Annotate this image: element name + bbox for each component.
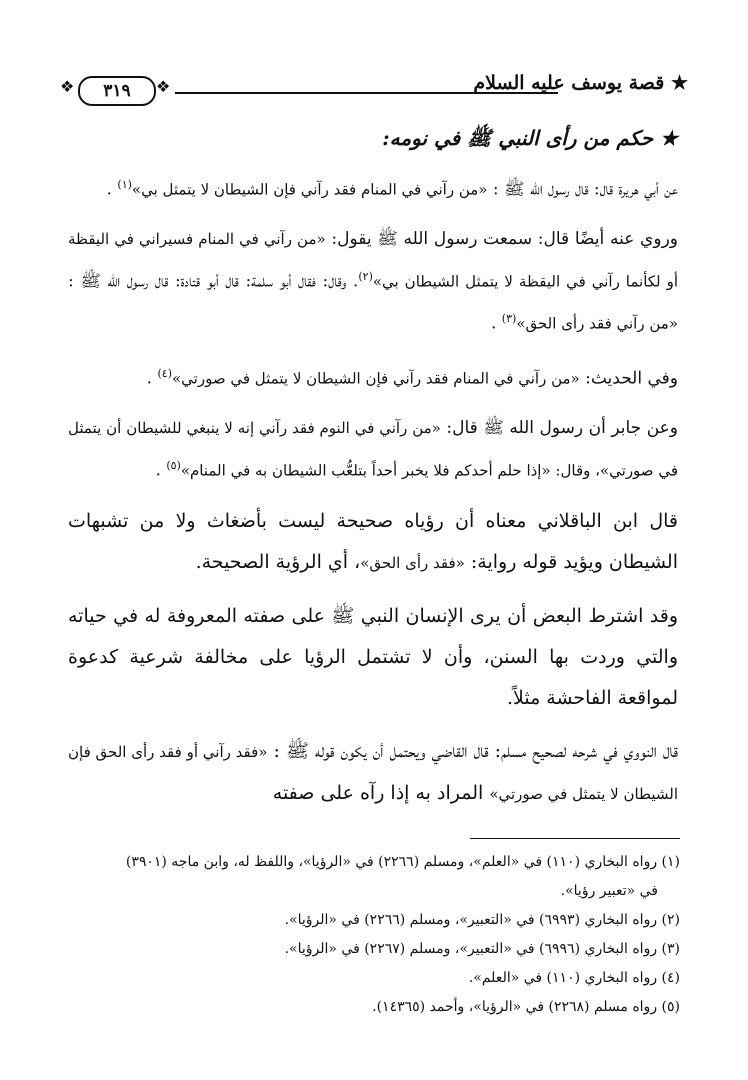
hadith-quote: «من رآني فقد رأى الحق»	[516, 314, 678, 333]
paragraph-lead: وروي عنه أيضًا قال: سمعت رسول الله ﷺ يقول:	[331, 228, 678, 249]
paragraph-tail: .	[155, 460, 161, 481]
paragraph-tail: .	[490, 313, 497, 334]
footnote-item	[68, 935, 680, 964]
footnote-text: (١) رواه البخاري (١١٠) في «العلم»، ومسلم (٢٢٦٦) في «الرؤيا»، واللفظ له، وابن ماجه (٣٩٠١)	[125, 854, 680, 870]
footnote-marker: (٢)	[358, 269, 373, 283]
hadith-quote: «فقد رأى الحق»	[360, 554, 465, 573]
page-body	[68, 120, 678, 827]
hadith-quote: «من رآني في المنام فقد رآني فإن الشيطان لا يتمثل في صورتي»	[172, 369, 580, 388]
paragraph-tail: المراد به إذا رآه على صفته	[272, 782, 490, 805]
footnote-marker: (٥)	[166, 458, 181, 472]
footnote-marker: (١)	[117, 178, 132, 191]
footnote-marker: (٣)	[501, 312, 517, 326]
ornament-icon: ❖	[156, 77, 171, 96]
footnote-item	[68, 848, 680, 906]
footnotes	[68, 848, 680, 1022]
footnote-item	[68, 964, 680, 993]
book-title: ★ قصة يوسف عليه السلام	[473, 72, 688, 94]
footnote-text: (٤) رواه البخاري (١١٠) في «العلم».	[468, 970, 680, 986]
hadith-quote: «من رآني في النوم فقد رآني إنه لا ينبغي للشيطان أن يتمثل في صورتي»، وقال: «إذا حلم أحدكم فلا يخبر أحداً بتلعُّب الشيطان به في المنام»	[68, 418, 678, 480]
paragraph-lead: عن أبي هريرة قال: قال رسول الله ﷺ :	[492, 179, 678, 200]
paragraph-lead: وقد اشترط البعض أن يرى الإنسان النبي ﷺ على صفته المعروفة له في حياته والتي وردت بها السنن، وأن لا تشتمل الرؤيا على مخالفة شرعية كدعوة لمواقعة الفاحشة مثلاً.	[68, 605, 678, 710]
hadith-quote: «فقد رآني أو فقد رأى الحق فإن الشيطان لا يتمثل في صورتي»	[68, 743, 678, 804]
hadith-paragraph-2	[68, 221, 678, 343]
commentary-paragraph-3	[68, 731, 678, 815]
paragraph-lead: قال النووي في شرحه لصحيح مسلم: قال القاضي ويحتمل أن يكون قوله ﷺ :	[273, 740, 679, 763]
footnote-marker: (٤)	[157, 366, 172, 380]
hadith-quote: «من رآني في المنام فسيراني في اليقظة أو لكأنما رآني في اليقظة لا يتمثل الشيطان بي»	[68, 229, 679, 291]
footnote-text: (٥) رواه مسلم (٢٢٦٨) في «الرؤيا»، وأحمد (١٤٣٦٥).	[372, 999, 680, 1015]
paragraph-tail: . وقال: فقال أبو سلمة: قال أبو قتادة: قال رسول الله ﷺ :	[68, 271, 359, 292]
paragraph-tail: .	[146, 368, 153, 389]
paragraph-lead: وفي الحديث:	[585, 368, 678, 389]
paragraph-tail: ، أي الرؤية الصحيحة.	[195, 551, 361, 574]
hadith-quote: «من رآني في المنام فقد رآني فإن الشيطان لا يتمثل بي»	[131, 180, 488, 199]
paragraph-tail: .	[106, 179, 112, 200]
footnote-item	[68, 993, 680, 1022]
ornament-icon: ❖	[60, 77, 75, 96]
commentary-paragraph-2	[68, 596, 678, 719]
hadith-paragraph-3	[68, 355, 678, 398]
page-header	[60, 68, 688, 108]
footnote-item	[68, 906, 680, 935]
commentary-paragraph-1	[68, 501, 678, 584]
page-number: ٣١٩	[78, 76, 156, 106]
footnote-text: (٢) رواه البخاري (٦٩٩٣) في «التعبير»، ومسلم (٢٢٦٦) في «الرؤيا».	[284, 912, 680, 928]
hadith-paragraph-1	[68, 166, 678, 209]
section-heading: ★ حكم من رأى النبي ﷺ في نومه:	[382, 126, 678, 150]
header-rule	[175, 92, 558, 94]
footnote-continuation: في «تعبير رؤيا».	[560, 883, 658, 899]
hadith-paragraph-4	[68, 410, 678, 490]
paragraph-lead: قال ابن الباقلاني معناه أن رؤياه صحيحة ليست بأضغاث ولا من تشبهات الشيطان ويؤيد قوله رواية:	[68, 510, 678, 574]
footnote-divider	[470, 838, 680, 839]
paragraph-lead: وعن جابر أن رسول الله ﷺ قال:	[446, 417, 679, 438]
footnote-text: (٣) رواه البخاري (٦٩٩٦) في «التعبير»، ومسلم (٢٢٦٧) في «الرؤيا».	[284, 941, 680, 957]
